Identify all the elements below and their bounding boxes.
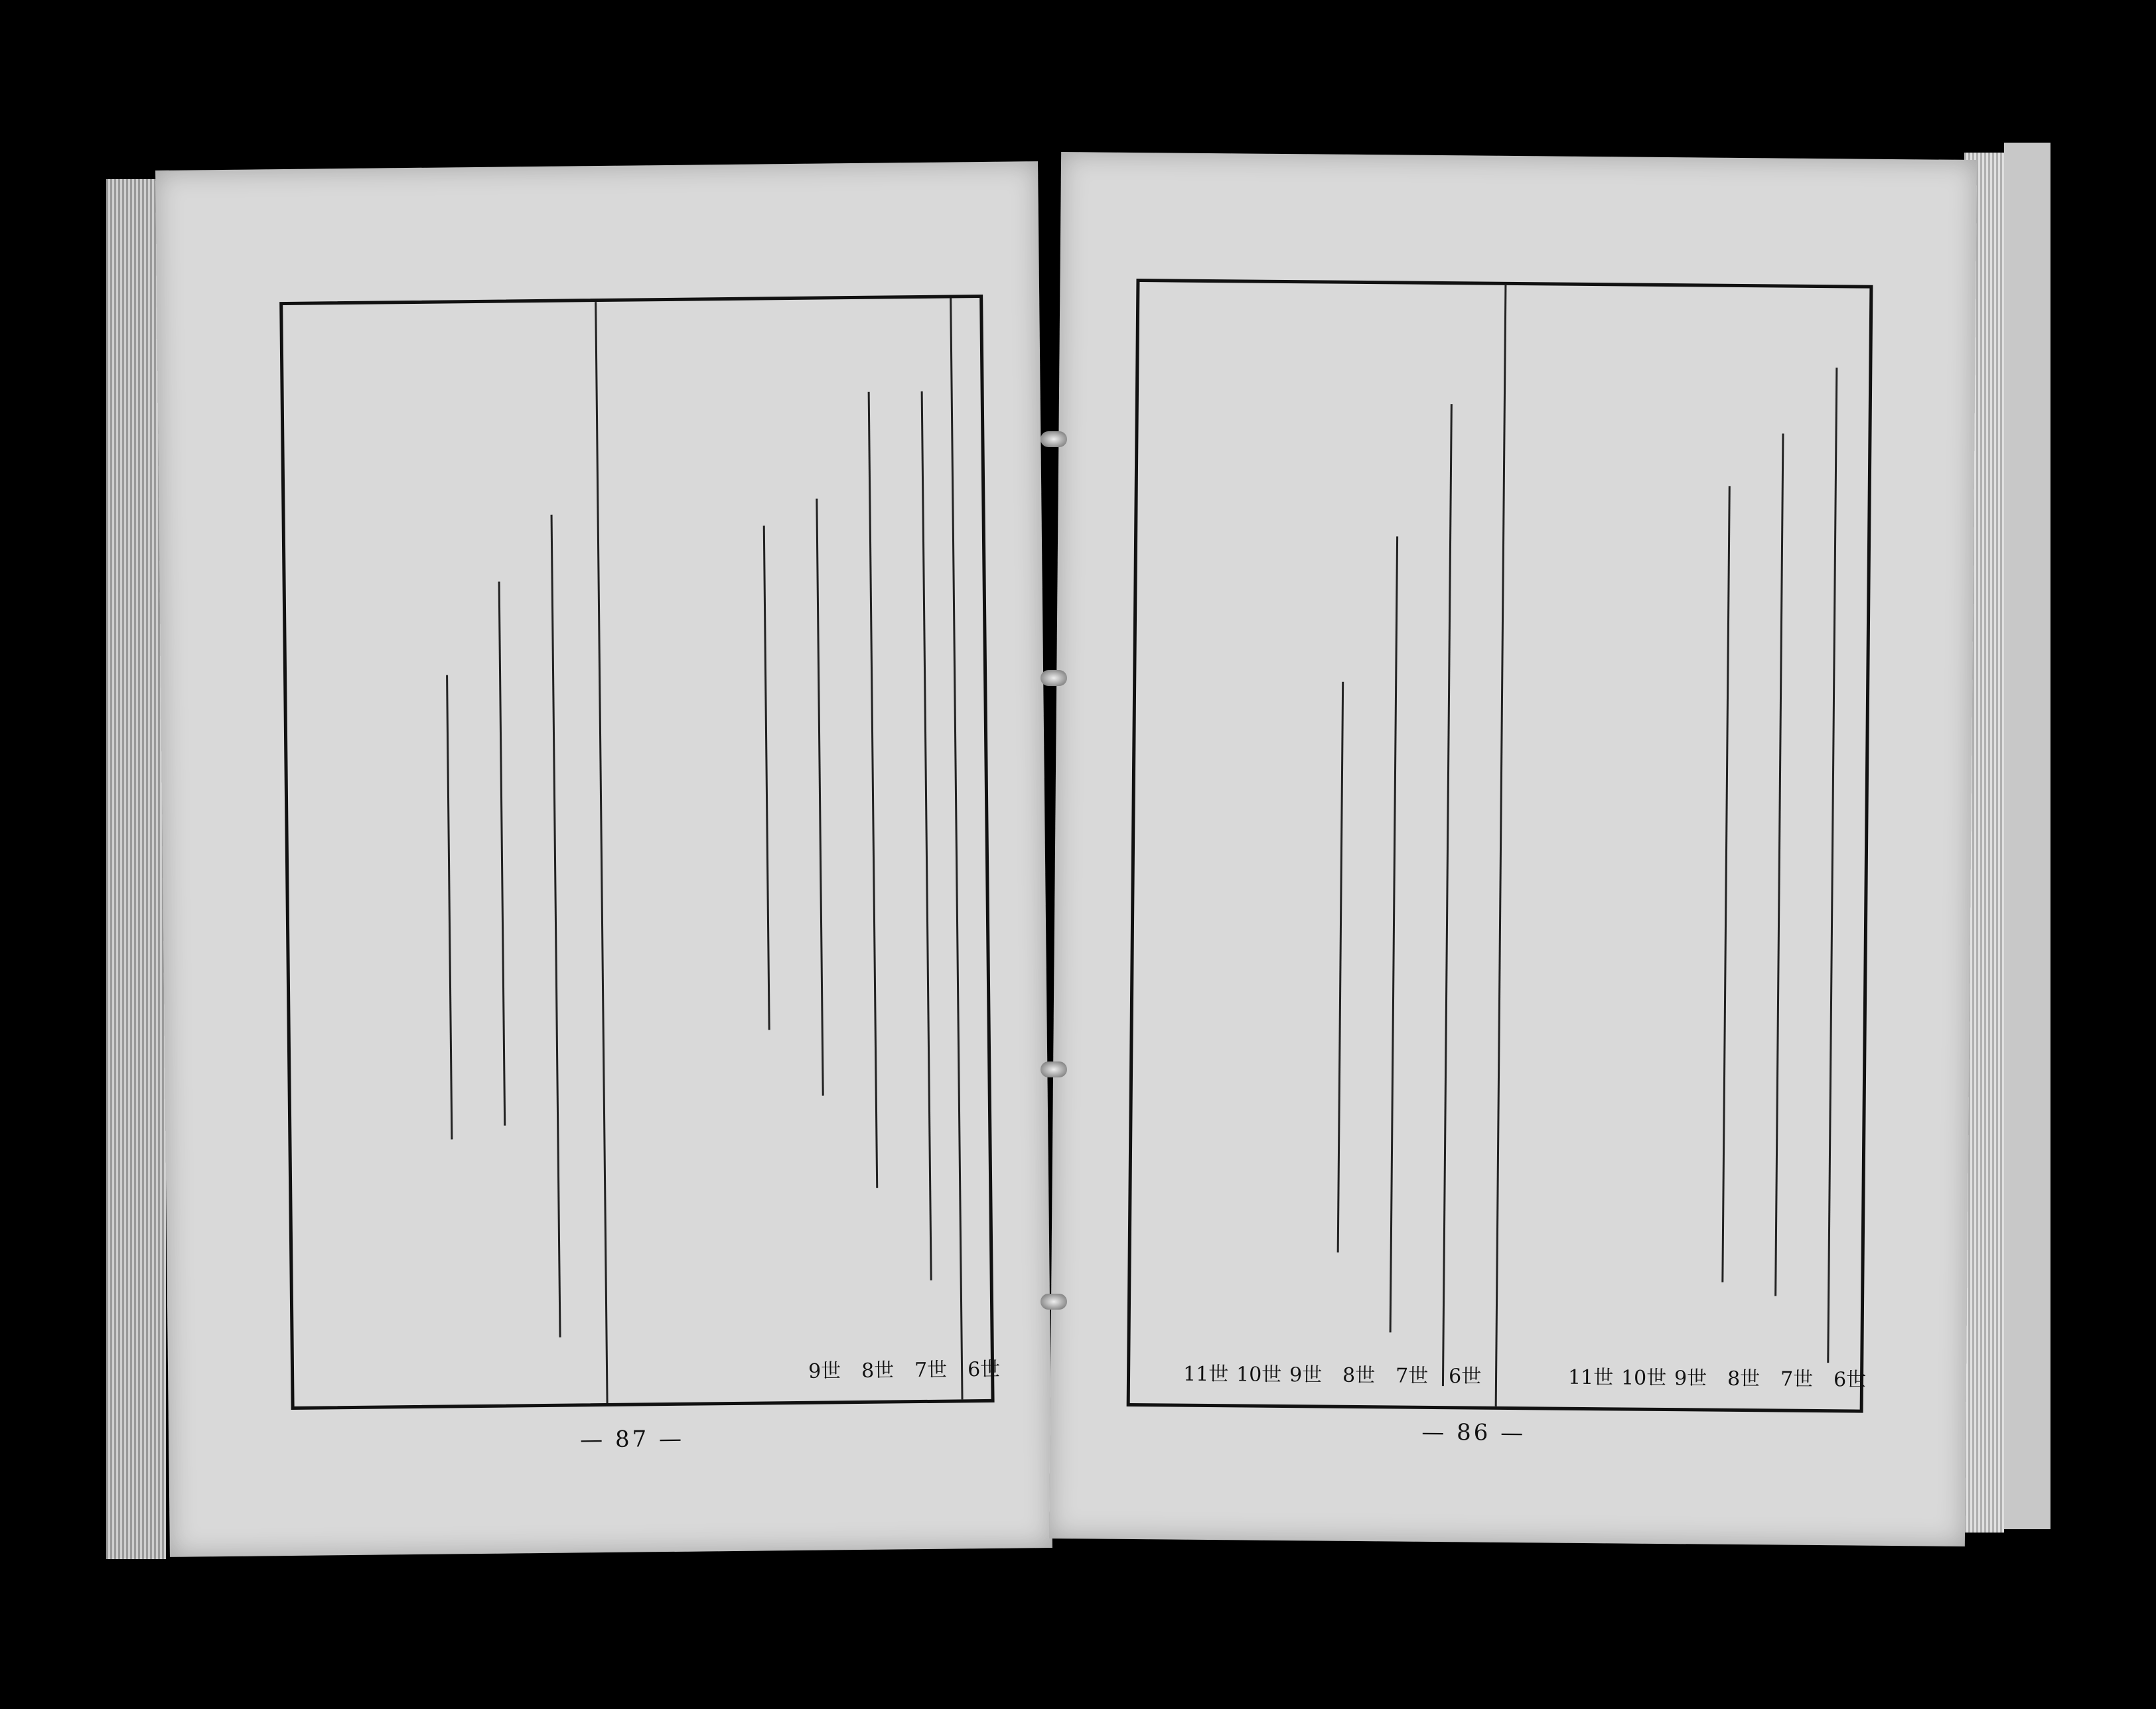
generation-label: 8世 xyxy=(861,1359,895,1383)
generation-label: 9世 xyxy=(808,1359,841,1383)
generation-label: 11世 xyxy=(1183,1362,1229,1387)
genealogy-tree xyxy=(283,298,991,1406)
generation-label: 11世 xyxy=(1567,1365,1614,1390)
generation-label: 10世 xyxy=(1620,1366,1667,1391)
generation-label: 8世 xyxy=(1727,1367,1761,1391)
page-86 xyxy=(1049,152,1977,1546)
genealogy-chart-frame xyxy=(279,295,1001,1410)
page-number: — 86 — xyxy=(1421,1418,1526,1447)
generation-label: 7世 xyxy=(1395,1364,1429,1388)
binding-ring xyxy=(1041,431,1067,447)
page-87 xyxy=(155,161,1052,1557)
generation-label: 6世 xyxy=(1448,1365,1482,1389)
binding-ring xyxy=(1041,1061,1067,1077)
page-number: — 87 — xyxy=(579,1425,685,1454)
genealogy-tree xyxy=(1130,282,1870,1410)
genealogy-chart-frame xyxy=(1127,279,1873,1413)
generation-label: 7世 xyxy=(1780,1367,1814,1391)
binding-ring xyxy=(1041,670,1067,686)
book-cover-flap xyxy=(2004,143,2050,1529)
generation-label: 8世 xyxy=(1342,1363,1376,1388)
generation-label: 10世 xyxy=(1236,1363,1282,1387)
generation-label: 6世 xyxy=(967,1357,1001,1382)
binding-ring xyxy=(1041,1294,1067,1310)
generation-label: 6世 xyxy=(1833,1368,1867,1392)
generation-label: 9世 xyxy=(1289,1363,1323,1387)
generation-label: 9世 xyxy=(1674,1367,1707,1391)
generation-label: 7世 xyxy=(914,1358,948,1383)
